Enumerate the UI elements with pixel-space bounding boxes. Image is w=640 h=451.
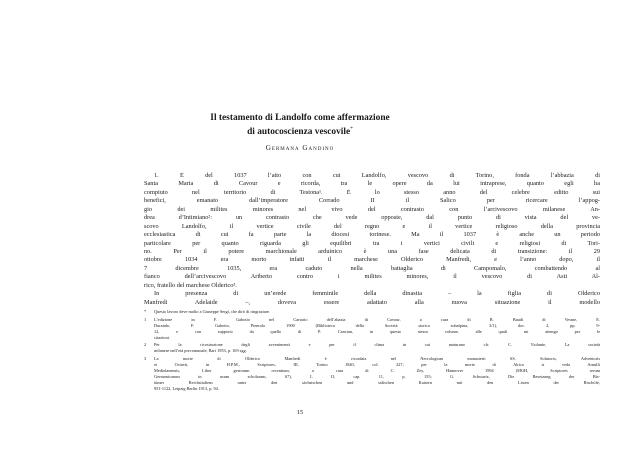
footnote-line: Mediolanensis, Liber gestorum recentium, a cura di C. Zey, Hannover 1994 (MGH, Scriptores rerum: [154, 367, 600, 373]
footnote: [144, 356, 600, 392]
footnote-line: Germanicarum in usum scholarum, 67), I, II, cap. 11, p. 155; G. Schwartz, Die Besetzung der Bis-: [154, 373, 600, 379]
body-line: particolare per quanto riguarda gli equilibri tra i vertici civili e religiosi di Tori-: [144, 239, 600, 247]
title-line-2: [0, 124, 600, 138]
footnote-number: 2: [144, 342, 147, 347]
article-title: [0, 113, 600, 138]
footnote-line: 12, e con supporto da quello di P. Cancian, in questo stesso volume, alle quali mi attengo per le: [154, 328, 600, 334]
body-line: 1. È del 1037 l’atto con cui Landolfo, vescovo di Torino, fonda l’abbazia di: [154, 172, 600, 179]
footnote-number: 1: [144, 316, 147, 322]
body-line: In presenza di un’erede femminile della dinastia – la figlia di Olderico: [154, 290, 600, 298]
page-number: 15: [296, 409, 304, 416]
body-text: [144, 172, 600, 307]
footnote-line: L’edizione in F. Gabotto nel Cartario dell’abazia di Cavour, a cura di B. Baudi di Vesme, E.: [154, 316, 600, 322]
footnote-line: tümer Reichsitaliens unter den sächsischen und salischen Kaisern mit den Listen der Bischöfe,: [154, 379, 600, 385]
footnote: [144, 317, 600, 341]
footnote-line: Per la ricostruzione degli avvenimenti e per il clima in cui maturano cfr. C. Violante, La società: [154, 342, 600, 347]
footnote: [144, 342, 600, 354]
title-footnote-marker: *: [350, 126, 353, 132]
footnotes: [144, 309, 600, 392]
body-line: 7 dicembre 1035, era caduto nella battaglia di Campomalo, combattendo al: [144, 264, 600, 272]
body-line: fianco dell’arcivescovo Ariberto contro i milites minores, il vescovo di Asti Al-: [144, 273, 600, 281]
body-line: benefici, emanato dall’imperatore Corrado II il Salico per ricercare l’appog-: [144, 197, 600, 205]
footnote-number: 3: [144, 355, 147, 361]
body-line: gio dei milites minores nel vivo del contrasto con l’arcivescovo milanese An-: [144, 205, 600, 213]
body-line: Manfredi Adelaide –, doveva essere adattato alla nuova situazione il modello: [144, 298, 600, 306]
body-line: no. Per il potere marchionale arduinico è una fase delicata di transizione: il 29: [144, 247, 600, 255]
footnote-line: milanese nell’età precomunale, Bari 1953, p. 169 sgg.: [154, 348, 247, 353]
footnote-line: citazioni.: [154, 334, 170, 340]
body-line: compiuto nel territorio di Testona¹. È lo stesso anno del celebre editto sui: [144, 188, 600, 196]
footnote: [144, 309, 600, 315]
footnote-line: Durando, F. Gabotto, Pinerolo 1900 (Biblioteca della Società storica subalpina, 3/1), doc. 2, pp. 9-: [154, 322, 600, 328]
body-line: ottobre 1034 era morto infatti il marchese Olderico Manfredi, e l’anno dopo, il: [144, 256, 600, 264]
body-line: rico, fratello del marchese Olderico³.: [144, 281, 237, 289]
footnote-number: *: [144, 309, 147, 314]
title-line-2-text: di autocoscienza vescovile: [247, 127, 351, 138]
title-line-1: Il testamento di Landolfo come affermazione: [210, 113, 390, 123]
footnote-line: et Octavii, in H.P.M., Scriptores, III, Torino 1840, col. 227; per la morte di Alrico si veda Arnulfi: [154, 361, 600, 367]
footnote-line: La morte di Olderico Manfredi è ricordata nel Necrologium monasterii SS. Solutoris, Adventoris: [154, 355, 600, 361]
body-line: ecclesiastica di cui fa parte la diocesi torinese. Ma il 1037 è anche un periodo: [144, 231, 600, 239]
footnote-line: Questo lavoro deve molto a Giuseppe Sergi, che dirò di ringraziare.: [154, 309, 271, 314]
body-line: Santa Maria di Cavour e ricorda, tra le opere da lui intraprese, quanto egli ha: [144, 180, 600, 188]
author-name: Germana Gandino: [265, 144, 335, 152]
body-line: scovo Landolfo, il vertice civile del regno e il vertice religioso della provincia: [144, 222, 600, 230]
footnote-line: 951-1122, Leipzig Berlin 1913, p. 94.: [154, 385, 219, 391]
body-line: drea d’Intimiano²: un contrasto che vede opposte, dal punto di vista del ve-: [144, 214, 600, 222]
